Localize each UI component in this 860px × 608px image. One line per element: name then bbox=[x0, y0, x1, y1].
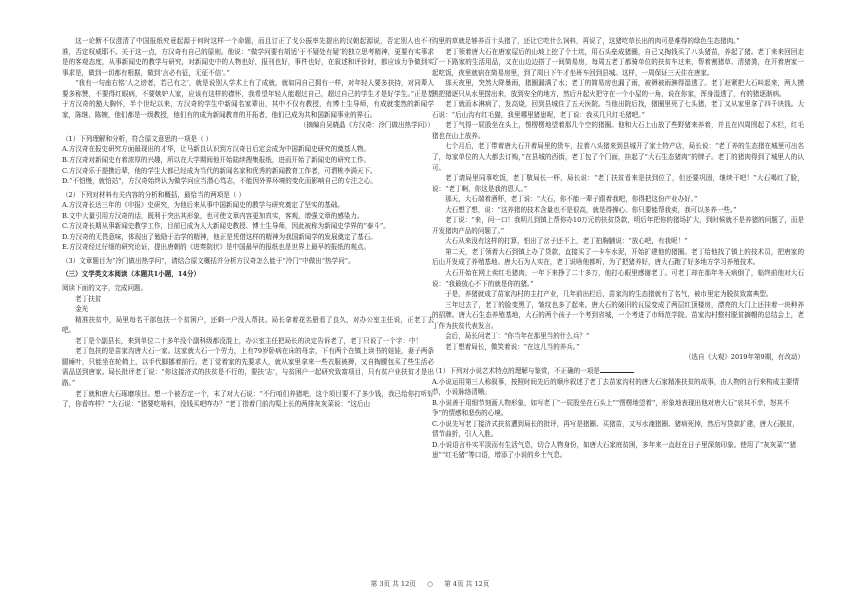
paragraph: 老丁气得一屁股坐在头上，愣楞楞地望着那几个空的猪圈。他和大石上山放了些野猪来养着，并且在四周围起了木栏，红毛猪也在山上放养。 bbox=[432, 121, 804, 140]
paragraph: 老丁就和唐大石琢磨项目。想一个被否定一个，末了对大石说：“不行咱们养猪吧，这个项目要不了多少钱，我已给你打听好了，你看咋样？”大石说：“猪要吃啥料，没钱买吧咋办？”老丁指着门前沟渠上长的两排灰灰菜说：“这后山 bbox=[62, 389, 434, 409]
paragraph: 老丁就而本淋病了，发高烧，回到县城住了五天医院。当他出院后找，猪圈里死了七头猪，老丁又从家里拿了四千块钱。大石说：“后山沟有红毛猫，我里哪里猪崽呢，老丁说：我买几只红毛猪吧。” bbox=[432, 100, 804, 119]
paragraph: 精准扶贫中，局里每名干部包扶一个贫困户，还剩一户没人帮扶。局长拿着花名册看了良久，对办公室主任说，正老丁去吧。 bbox=[62, 315, 434, 335]
paragraph: 老丁包扶的是苗家沟唐大石一家。这家就大石一个劳力，上有79岁卧病在床的母亲，下有两个在镇上读书的娃娃，妻子两条腿瘫叶，只能坐在轮椅上，以手代脚挪着前行。老丁觉着家的先要求人，就从家里拿来一些衣服被褥，又自掏腰包买了些生活必需品送到唐家。局长批评老丁说：“你这接济式的扶贫是不行的，要扶‘志’，与贫困户一起研究致富项目，只有贫户业扶贫才是出路。” bbox=[62, 347, 434, 387]
paragraph: 第二天，老丁领着大石到镇上办了贷款，直接买了一卡车水泥，开始扩建他的猪圈。老丁给他找了镇上的技术员，把唐家的后山开发成了养殖基地。唐大石为人实在，老丁说啥他都听，为了把猪养好，唐大石跑了好多地方学习养殖技术。 bbox=[432, 247, 804, 267]
paragraph: 大石想了想，说：“这养猪的技术含量也不是很高，就是得操心。你只要能帮我卖，我可以多养一些。” bbox=[445, 205, 737, 214]
paragraph: “我有一句座右铭‘人之谤者，若己有之’，就是说别人学术上有了成就，就如同自己拥有一样，对年轻人要多扶持，对同辈人要多称赞，不要得红眼病，不要嫉妒人家，应该有这样的襟怀，我希望年轻人能超过自己，超过自己的学生才是好学生。”正是基于方汉奇的豁大胸怀，半个世纪以来，方汉奇的学生中新闻名家辈出，其中不仅有教授，有博士生导师，有成就斐然的新闻学家，陈继、陈婉，他们都是一级教授，他们有的成为新闻教育的开拓者，他们已成为共和国新闻事业的界石。 bbox=[62, 79, 434, 119]
intro-line: 阅读下面的文字，完成问题。 bbox=[62, 284, 148, 293]
paragraph: 于是，养猪就成了苗家沟村的主打产业，几年前出栏后，苗家沟的生态猪就有了名气，被市里定为脱贫致富典型。 bbox=[445, 290, 773, 299]
paragraph: 三年过去了，老丁的脸变黑了，皱纹也多了起来。唐大石的破旧的瓦屋变成了两层红顶楼房，漂亮的大门上还挂着一块种养的招牌。唐大石生态养殖基地，大石的两个孩子一个考到省城，一个考进了市师范学院。苗家沟村整村脱贫摘帽的总结会上，老丁作为扶贫代表发言。 bbox=[432, 300, 804, 330]
option-d: D.方汉奇的无畏意味，体现出了勉励于治学的精神，他正是凭借这样的精神为我国新闻学的发展奠定了基石。 bbox=[62, 232, 377, 241]
option-b: B.小说善于用细节刻画人物形象，如写老丁“一屁股坐在石头上”“愣楞地望着”，形象地表现出他对唐大石“哀其不幸，怒其不争”的情感和悲伤的心境。 bbox=[432, 398, 790, 418]
question-stem: （1）下列理解和分析，符合原文意思的一项是（ ） bbox=[62, 134, 213, 143]
option-b: B.文中大量引用方汉奇的话，既利于突出其形象，也可使文章内容更加真实，客观，增强文章的感染力。 bbox=[62, 211, 364, 220]
paragraph: 七个月后，老丁带着唐大石开着局里的货车，拉着八头猪来到县城开了家土特产店，局长说：“老丁养的生态猪在城里可出名了，每家单位的人大都去订购，”在县城的西街，老丁包了个门面，挂起了“大石生态猪肉”的牌子。老丁的猪肉得到了城里人的认可。 bbox=[432, 142, 804, 172]
option-a: A.小说运用第三人称叙事，按照时间先后的顺序叙述了老丁去苗家沟村的唐大石家精准扶贫的故事，由人物的言行来构成主要情节，小说脉络清晰。 bbox=[432, 377, 799, 397]
option-c: C.小说先写老丁接济式扶贫遭到局长的批评，再写是猪圈、买猪苗，又写水淹猪圈、猪病死掉，然后写贷款扩建，唐大石脱贫，情节曲折，引人入胜。 bbox=[432, 419, 799, 439]
page-number-right: 第 4页 共 12页 bbox=[444, 580, 490, 588]
option-c: C.方汉奇乐于提携后辈，他的学生大都已经成为当代的新闻名家和优秀的新闻教育工作者，可谓桃李满天下。 bbox=[62, 166, 377, 175]
page-footer bbox=[0, 578, 860, 588]
option-a: A.方汉奇在报史研究方面最现出的才华，让马新良认识到方汉奇日后定会成为中国新闻史研究的奠基人物。 bbox=[62, 145, 370, 154]
paragraph: 老丁想着局长，微笑着说：“在这儿当的养兵。” bbox=[445, 342, 580, 351]
paragraph: 老丁领着唐大石在唐家屋后的山坡上挖了个土坑，用石头垒成猪圈，自己又掏钱买了八头猪苗，养起了猪。老丁来来回回走了一下路家的生活用品，又在山边边搭了一间简易房，每周五老丁都骑单位的扶贫车过来，帮着割猪草、清猪粪，在开着唐家一起吃饭，夜里就宿在简易房里，到了周日下午才坐班车回到县城。这样，一周保证三天住在唐家。 bbox=[432, 47, 804, 77]
question-stem-text: （1）下列对小说艺术特点的理解与鉴赏，不正确的一项是 bbox=[432, 366, 600, 375]
option-c: C.方汉奇长期从事新闻史教学工作，目前已成为人大新闻史教授、博士生导师，因此被称为新闻史学界的“泰斗”。 bbox=[62, 222, 390, 231]
source-note: （选自《大观》2019年第9期，有改动） bbox=[684, 353, 804, 362]
left-page bbox=[62, 36, 434, 410]
answer-blank[interactable] bbox=[600, 366, 634, 373]
option-d: D.“不怕慢，就怕站”，方汉奇始终认为做学问应当潜心笃志，不能因外界环境的变化而影响自己的专注之心。 bbox=[62, 177, 377, 186]
option-d: D.小说语言朴实平淡而有生活气息，切合人物身份，如唐大石家庭贫困，多年来一直赶在日子里深刻印象。使用了“灰灰菜”“猪崽”“红毛猪”等口语，增添了小说的乡土气息。 bbox=[432, 440, 797, 460]
paragraph: 这一论断不仅澄清了中国报纸究竟起源于何时这样一个命题，而且订正了戈公振率先提出的汉朝起源说，否定别人也不不准，否定权威耶不。关于这一点，方汉奇有自己的原则。他说：“做学问要有胡适‘于不疑处有疑’的独立思考精神，更要有实事求是的客观态度，从事新闻史的教学与研究，对新闻史中的人物也好，报刊也好，事件也好，在叙述和评价时，都应该力争做到实事求是，做到一切都有根据，做到‘言必有征，无征不信’。” bbox=[62, 37, 434, 77]
paragraph: 沟里的草就足够养百十头猪了，还让它吃什么饲料，再说了，这猪吃草长出的肉可是难得的绿色生态猪肉。” bbox=[432, 37, 740, 45]
paragraph: 那天，大石端着酒杯，老丁说：“大石，你不能一辈子跟着我吧，你得把这份产业办好。” bbox=[445, 195, 698, 204]
paragraph: 大石开始在网上卖红毛猪肉，一年下来挣了二十多万，他打心眼里感谢老丁。可老丁却在那年冬天病倒了，临终前他对大石说：“我最放心不下的就是你的猪。” bbox=[432, 269, 804, 288]
story-author: 金光 bbox=[75, 305, 89, 314]
source-note: （摘编自吴晓晶《方汉奇：泠门做出热学问》） bbox=[299, 121, 434, 130]
circle-icon: ○ bbox=[427, 580, 433, 588]
paragraph: 那天夜里，突然大降暴雨，猪圈漏满了水；老丁的简易房也漏了雨，被褥被雨淋得湿透了。老丁赶紧把大石叫起来，两人摸黑把猪逐只从水里捞出来，放到安全的地方，然后升起火把守在一个小屋的一角，说在你家，浑身湿透了，有的猪逐渐病。 bbox=[432, 79, 804, 98]
story-title: 老丁扶贫 bbox=[75, 294, 102, 303]
question-stem bbox=[432, 366, 804, 377]
option-b: B.方汉奇对新闻史有着浓厚的兴趣，所以在大学期间他开始陆续搜集报纸，进而开始了新闻史的研究工作。 bbox=[62, 156, 371, 165]
option-a: A.方汉奇长达三年的《申报》史研究，为他后来从事中国新闻史的教学与研究奠定了坚实的基础。 bbox=[62, 201, 344, 210]
option-e: E.方汉奇经过仔细的研究论证，提出唐朝的《进奏院状》是中国最早的报纸也是世界上最早的报纸的观点。 bbox=[62, 243, 371, 252]
question-stem: （2）下列对材料有关内容的分析和概括，最恰当的两项是（ ） bbox=[62, 190, 246, 199]
paragraph: 大石从来没有这样的打算，怕出了岔子还不上，老丁拍胸脯说：“放心吧，有我呢！” bbox=[445, 237, 688, 246]
page-number-left: 第 3页 共 12页 bbox=[370, 580, 416, 588]
paragraph: 老丁是个副县长，来到单位二十多年没个副科级都没混上，办公室主任把局长的决定告诉老了，老丁只说了一个字：中！ bbox=[75, 336, 423, 345]
paragraph: 老丁请局里同事吃饭，老丁敬局长一杯，局长说：“老丁扶贫看来是扶到位了，但还要巩固，继续干吧！”大石喝红了脸，说：“老丁啊，你这是我的恩人。” bbox=[432, 174, 804, 193]
question-stem: （3）文章题目为“冷门做出热学问”，请结合原文概括并分析方汉奇怎么能于“冷门”中做出“热学问”。 bbox=[62, 256, 355, 265]
paragraph: 老丁说：“来，问一口！我明儿到镇上帮你办10万元的扶贫贷款，明后年把你的猪场扩大，到时候就不是养猪的问题了，而是开发猪肉产品的问题了。” bbox=[432, 216, 804, 235]
paragraph: 会后，局长问老丁：“你当年在那里当的什么兵？” bbox=[445, 332, 590, 341]
right-page bbox=[432, 36, 804, 461]
section-title: （三）文学类文本阅读（本题共1小题，14分） bbox=[62, 270, 201, 279]
